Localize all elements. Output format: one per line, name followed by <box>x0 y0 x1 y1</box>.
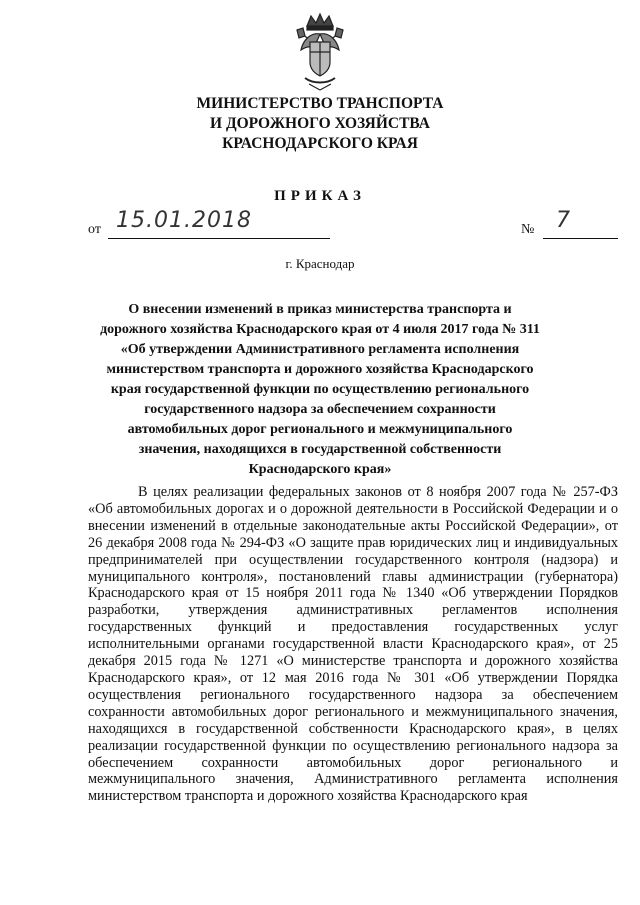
date-underline <box>108 238 330 239</box>
number-value: 7 <box>556 208 570 233</box>
date-label: от <box>88 222 101 237</box>
document-type-title: ПРИКАЗ <box>274 188 366 204</box>
number-underline <box>543 238 618 239</box>
ministry-name <box>0 94 640 154</box>
ministry-line: И ДОРОЖНОГО ХОЗЯЙСТВА <box>210 115 430 132</box>
order-heading: О внесении изменений в приказ министерства транспорта и дорожного хозяйства Краснодарского края от 4 июля 2017 года № 311 «Об утверждении Административного регламента исполнения министерством транспорта и дорожного хозяйства Краснодарского края государственной функции по осуществлению регионального государственного надзора за обеспечением сохранности автомобильных дорог регионального и межмуниципального значения, находящихся в государственной собственности Краснодарского края» <box>100 302 540 477</box>
ministry-line: МИНИСТЕРСТВО ТРАНСПОРТА <box>196 95 444 112</box>
coat-of-arms-emblem <box>293 12 347 92</box>
coat-of-arms-icon <box>293 12 347 92</box>
date-value: 15.01.2018 <box>116 208 252 233</box>
ministry-line: КРАСНОДАРСКОГО КРАЯ <box>222 135 418 152</box>
body-paragraph: В целях реализации федеральных законов от 8 ноября 2007 года № 257-ФЗ «Об автомобильных дорогах и о дорожной деятельности в Российской Федерации и о внесении изменений в отдельные законодательные акты Российской Федерации», от 26 декабря 2008 года № 294-ФЗ «О защите прав юридических лиц и индивидуальных предпринимателей при осуществлении государственного контроля (надзора) и муниципального контроля», постановлений главы администрации (губернатора) Краснодарского края от 15 ноября 2011 года № 1340 «Об утверждении Порядков разработки, утверждения административных регламентов исполнения государственных функций и предоставления государственных услуг исполнительными органами государственной власти Краснодарского края», от 25 декабря 2015 года № 1271 «О министерстве транспорта и дорожного хозяйства Краснодарского края», от 12 мая 2016 года № 301 «Об утверждении Порядка осуществления регионального государственного надзора за обеспечением сохранности автомобильных дорог регионального и межмуниципального значения, находящихся в государственной собственности Краснодарского края», в целях реализации государственной функции по осуществлению регионального надзора за обеспечением сохранности автомобильных дорог регионального и межмуниципального значения, Административного регламента исполнения министерством транспорта и дорожного хозяйства Краснодарского края <box>88 484 618 805</box>
date-number-row <box>88 208 618 244</box>
city-name: г. Краснодар <box>285 256 355 271</box>
number-label: № <box>521 222 535 237</box>
